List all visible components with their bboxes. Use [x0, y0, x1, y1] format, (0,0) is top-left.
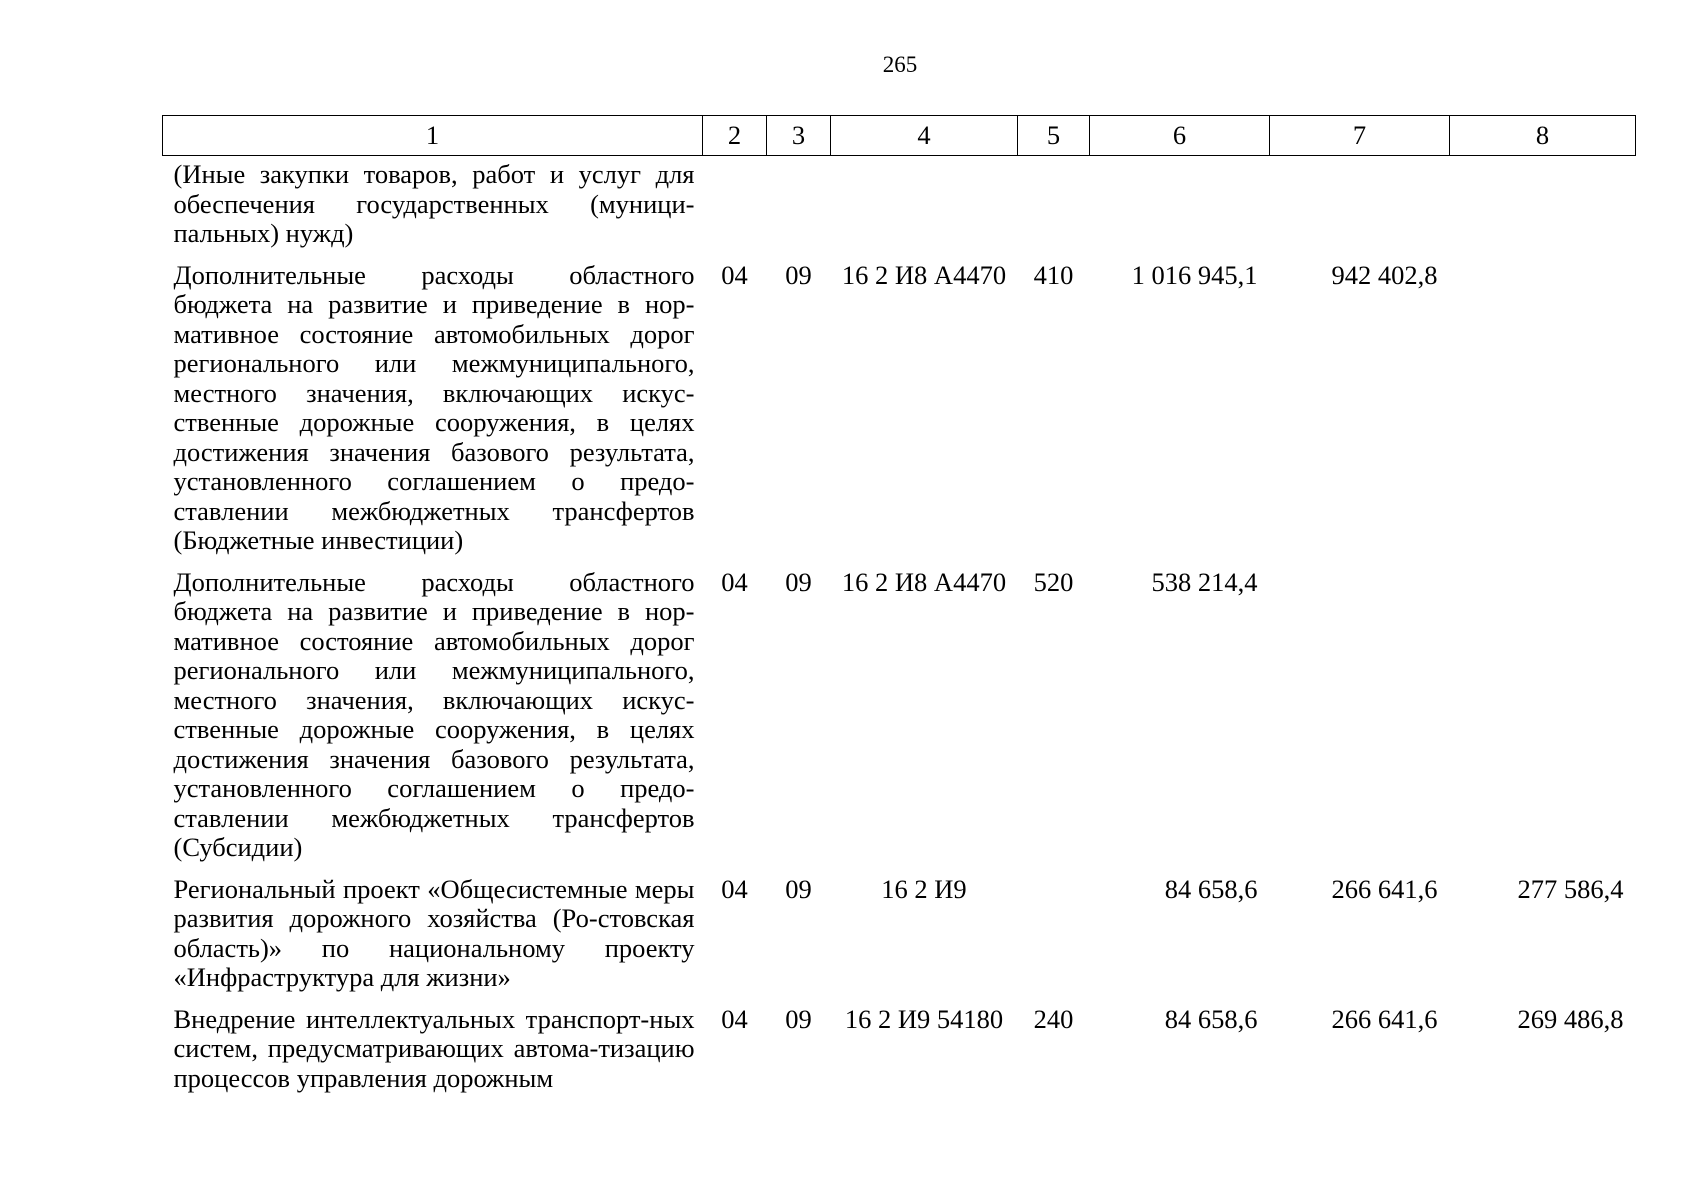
row-amount-year-3	[1450, 156, 1636, 261]
row-amount-year-1: 538 214,4	[1151, 566, 1258, 597]
row-amount-year-3	[1450, 261, 1636, 568]
row-target-article: 16 2 И9 54180	[844, 1003, 1004, 1034]
row-description: Внедрение интеллектуальных транспорт-ных систем, предусматривающих автома-тизацию процессов управления дорожным	[173, 1003, 695, 1093]
row-description: Дополнительные расходы областного бюджета на развитие и приведение в нор-мативное состояние автомобильных дорог регионального или межмуниципального, местного значения, включающих искус-ственные дорожные сооружения, в целях достижения значения базового результата, установленного соглашением о предо-ставлении межбюджетных трансфертов (Бюджетные инвестиции)	[173, 259, 695, 555]
header-col-1: 1	[163, 116, 703, 156]
row-section: 04	[721, 259, 748, 290]
budget-table	[162, 115, 1636, 1105]
row-amount-year-2	[1270, 568, 1450, 875]
row-description: Региональный проект «Общесистемные меры развития дорожного хозяйства (Ро-стовская область)» по национальному проекту «Инфраструктура для жизни»	[173, 873, 695, 992]
row-amount-year-1: 84 658,6	[1164, 1003, 1258, 1034]
page-number: 265	[882, 52, 918, 77]
row-section	[703, 156, 767, 261]
header-col-2: 2	[703, 116, 767, 156]
header-col-3: 3	[767, 116, 831, 156]
row-amount-year-2: 942 402,8	[1331, 259, 1438, 290]
row-amount-year-3: 277 586,4	[1517, 873, 1624, 904]
row-amount-year-2	[1270, 156, 1450, 261]
header-col-4: 4	[831, 116, 1018, 156]
table-header-row	[163, 116, 1636, 156]
row-subsection: 09	[785, 873, 812, 904]
row-target-article: 16 2 И9	[881, 873, 967, 904]
header-col-6: 6	[1090, 116, 1270, 156]
row-expense-type	[1018, 875, 1090, 1005]
table-row	[163, 156, 1636, 261]
table-row	[163, 875, 1636, 1005]
row-target-article: 16 2 И8 А4470	[841, 566, 1007, 597]
row-description: (Иные закупки товаров, работ и услуг для обеспечения государственных (муници-пальных) нужд)	[173, 159, 695, 248]
row-amount-year-3	[1450, 568, 1636, 875]
row-subsection: 09	[785, 566, 812, 597]
row-amount-year-2: 266 641,6	[1331, 873, 1438, 904]
row-section: 04	[721, 1003, 748, 1034]
row-expense-type: 410	[1033, 259, 1074, 290]
table-row	[163, 568, 1636, 875]
row-expense-type: 520	[1033, 566, 1074, 597]
header-col-5: 5	[1018, 116, 1090, 156]
row-amount-year-2: 266 641,6	[1331, 1003, 1438, 1034]
row-amount-year-1: 1 016 945,1	[1131, 259, 1258, 290]
row-subsection: 09	[785, 1003, 812, 1034]
row-target-article: 16 2 И8 А4470	[841, 259, 1007, 290]
row-subsection	[767, 156, 831, 261]
table-row	[163, 261, 1636, 568]
row-expense-type: 240	[1033, 1003, 1074, 1034]
header-col-7: 7	[1270, 116, 1450, 156]
row-amount-year-3: 269 486,8	[1517, 1003, 1624, 1034]
row-subsection: 09	[785, 259, 812, 290]
row-section: 04	[721, 873, 748, 904]
row-amount-year-1	[1090, 156, 1270, 261]
row-target-article	[831, 156, 1018, 261]
row-amount-year-1: 84 658,6	[1164, 873, 1258, 904]
row-section: 04	[721, 566, 748, 597]
header-col-8: 8	[1450, 116, 1636, 156]
row-description: Дополнительные расходы областного бюджета на развитие и приведение в нор-мативное состояние автомобильных дорог регионального или межмуниципального, местного значения, включающих искус-ственные дорожные сооружения, в целях достижения значения базового результата, установленного соглашением о предо-ставлении межбюджетных трансфертов (Субсидии)	[173, 566, 695, 862]
table-row	[163, 1005, 1636, 1106]
row-expense-type	[1018, 156, 1090, 261]
